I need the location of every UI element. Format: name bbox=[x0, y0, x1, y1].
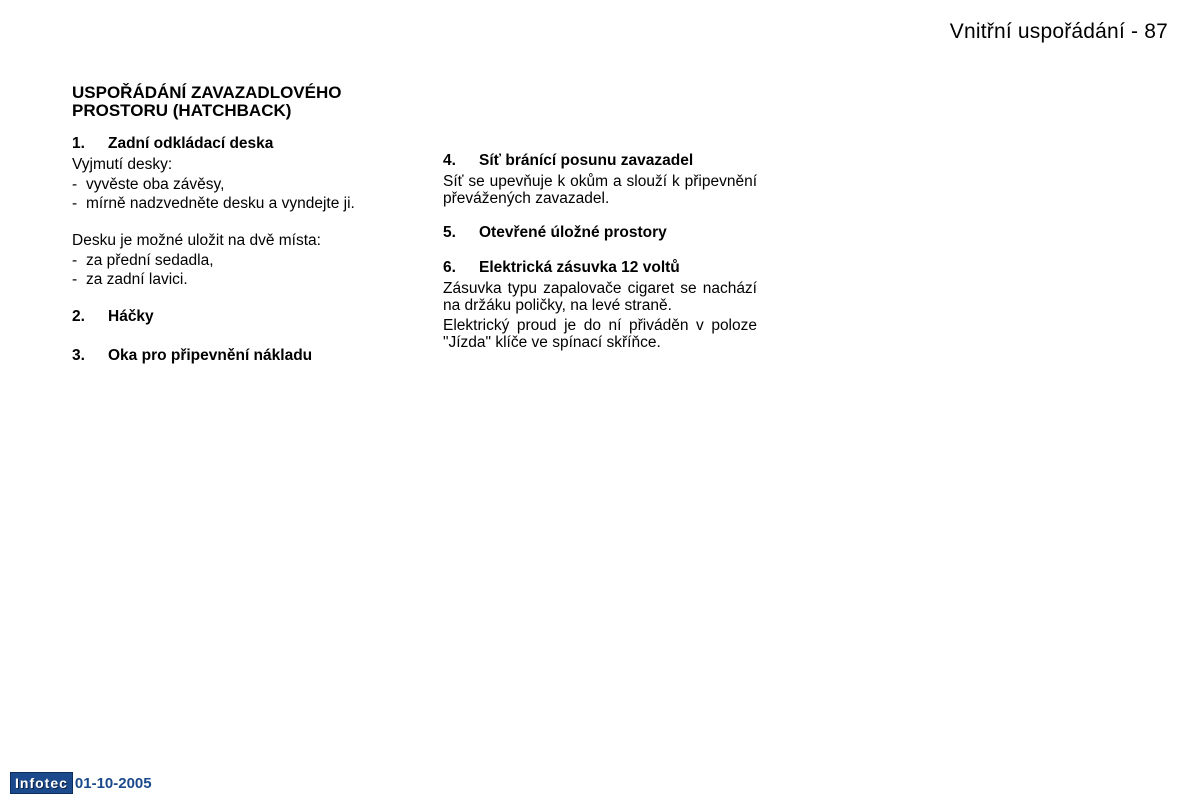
page-header: Vnitřní uspořádání - 87 bbox=[949, 20, 1168, 43]
item-1-heading bbox=[72, 135, 386, 152]
right-column bbox=[443, 152, 757, 354]
item-1-title: Zadní odkládací deska bbox=[108, 135, 274, 152]
list-item: - za přední sedadla, bbox=[72, 252, 386, 269]
item-5-heading bbox=[443, 224, 757, 241]
list-item: - vyvěste oba závěsy, bbox=[72, 176, 386, 193]
item-2-title: Háčky bbox=[108, 308, 154, 325]
list-item: - mírně nadzvedněte desku a vyndejte ji. bbox=[72, 195, 386, 212]
infotec-logo: Infotec bbox=[10, 772, 73, 794]
item-4-heading bbox=[443, 152, 757, 169]
item-1-para2: Desku je možné uložit na dvě místa: bbox=[72, 232, 321, 249]
footer-date: 01-10-2005 bbox=[74, 774, 152, 792]
item-3-heading bbox=[72, 347, 386, 364]
item-4-title: Síť bránící posunu zavazadel bbox=[479, 152, 694, 169]
item-5-title: Otevřené úložné prostory bbox=[479, 224, 667, 241]
footer bbox=[10, 772, 152, 794]
item-1-number: 1. bbox=[72, 135, 85, 152]
item-4-number: 4. bbox=[443, 152, 456, 169]
item-6-number: 6. bbox=[443, 259, 456, 276]
item-1-intro: Vyjmutí desky: bbox=[72, 156, 173, 173]
item-6-text2: Elektrický proud je do ní přiváděn v poloze "Jízda" klíče ve spínací skříňce. bbox=[443, 317, 757, 351]
section-title: USPOŘÁDÁNÍ ZAVAZADLOVÉHO PROSTORU (HATCHBACK) bbox=[72, 83, 342, 120]
item-5-number: 5. bbox=[443, 224, 456, 241]
item-4-text: Síť se upevňuje k okům a slouží k připevnění převážených zavazadel. bbox=[443, 173, 757, 207]
item-1-list bbox=[72, 176, 386, 212]
item-2-heading bbox=[72, 308, 386, 325]
item-1-list2 bbox=[72, 252, 386, 288]
left-column bbox=[72, 84, 386, 368]
item-2-number: 2. bbox=[72, 308, 85, 325]
item-3-number: 3. bbox=[72, 347, 85, 364]
item-6-heading bbox=[443, 259, 757, 276]
item-6-title: Elektrická zásuvka 12 voltů bbox=[479, 259, 680, 276]
list-item: - za zadní lavici. bbox=[72, 271, 386, 288]
item-6-text1: Zásuvka typu zapalovače cigaret se nachází na držáku poličky, na levé straně. bbox=[443, 280, 757, 314]
item-3-title: Oka pro připevnění nákladu bbox=[108, 347, 313, 364]
